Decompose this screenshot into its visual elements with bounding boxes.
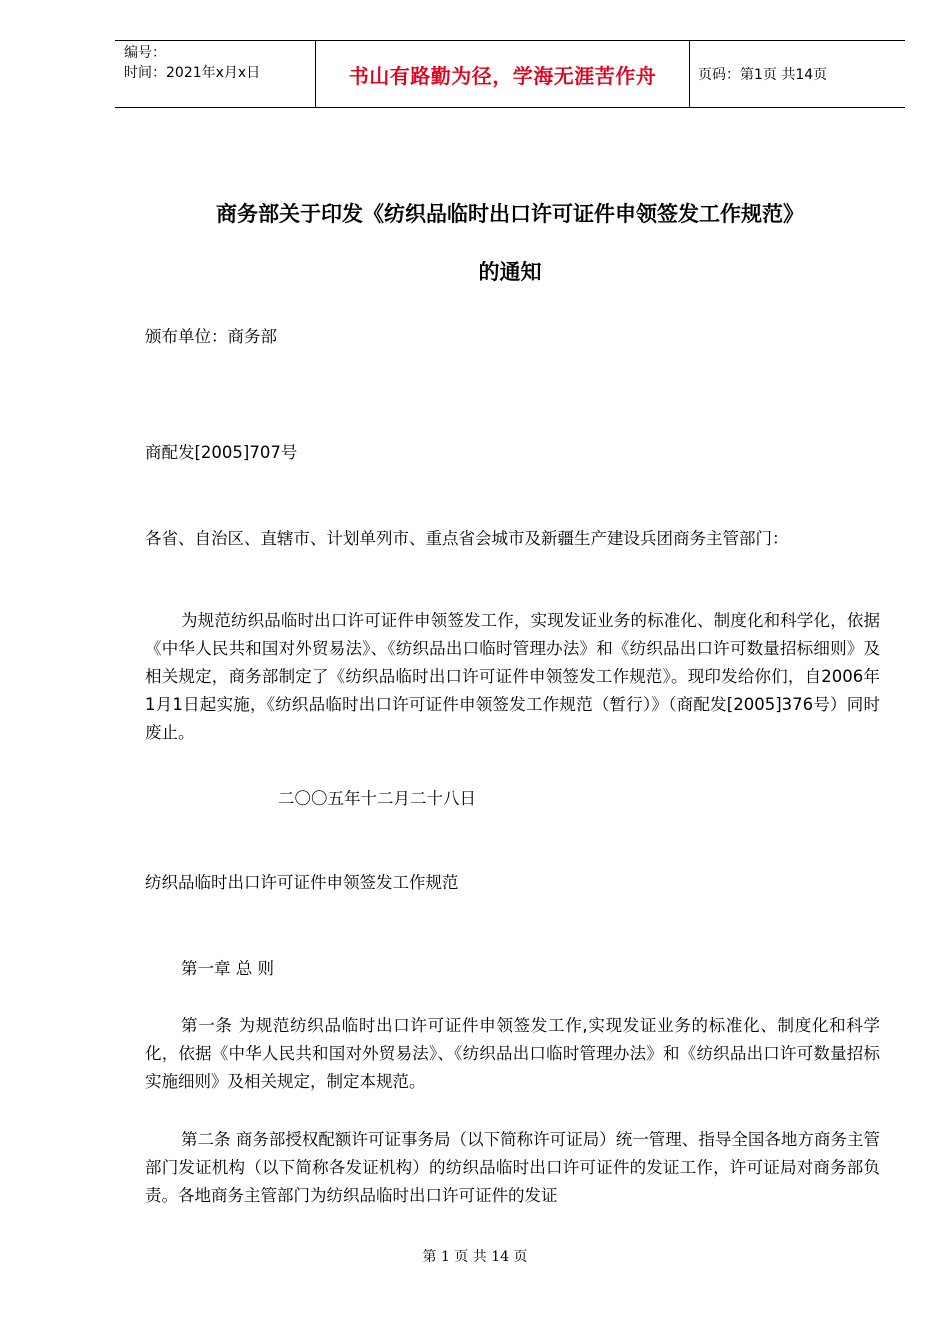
body-paragraph: 为规范纺织品临时出口许可证件申领签发工作，实现发证业务的标准化、制度化和科学化，依据《中华人民共和国对外贸易法》、《纺织品出口临时管理办法》和《纺织品出口许可数量招标细则》及相关规定，商务部制定了《纺织品临时出口许可证件申领签发工作规范》。现印发给你们，自2006年1月1日起实施，《纺织品临时出口许可证件申领签发工作规范（暂行）》（商配发[2005]376号）同时废止。: [145, 611, 880, 742]
chapter-heading: 第一章 总 则: [181, 959, 274, 978]
addressee: 各省、自治区、直辖市、计划单列市、重点省会城市及新疆生产建设兵团商务主管部门：: [145, 529, 789, 548]
time-label: 时间：2021年x月x日: [124, 65, 261, 81]
regulation-title: 纺织品临时出口许可证件申领签发工作规范: [145, 873, 459, 892]
header-motto: 书山有路勤为径，学海无涯苦作舟: [316, 41, 690, 107]
document-title-line2: 的通知: [478, 260, 542, 284]
issuer: 颁布单位：商务部: [145, 327, 277, 346]
document-title-line1: 商务部关于印发《纺织品临时出口许可证件申领签发工作规范》: [216, 202, 804, 226]
issue-date: 二〇〇五年十二月二十八日: [278, 789, 476, 808]
page-header: [115, 40, 905, 108]
article-1: 第一条 为规范纺织品临时出口许可证件申领签发工作,实现发证业务的标准化、制度化和科学化，依据《中华人民共和国对外贸易法》、《纺织品出口临时管理办法》和《纺织品出口许可数量招标实施细则》及相关规定，制定本规范。: [145, 1016, 880, 1091]
header-page-label: 页码：第1页 共14页: [698, 67, 828, 83]
page-footer: 第 1 页 共 14 页: [422, 1249, 528, 1265]
header-meta: [115, 41, 316, 107]
article-2: 第二条 商务部授权配额许可证事务局（以下简称许可证局）统一管理、指导全国各地方商务主管部门发证机构（以下简称各发证机构）的纺织品临时出口许可证件的发证工作，许可证局对商务部负责。各地商务主管部门为纺织品临时出口许可证件的发证: [145, 1130, 880, 1205]
document-number: 商配发[2005]707号: [145, 443, 298, 462]
number-label: 编号：: [124, 45, 166, 61]
